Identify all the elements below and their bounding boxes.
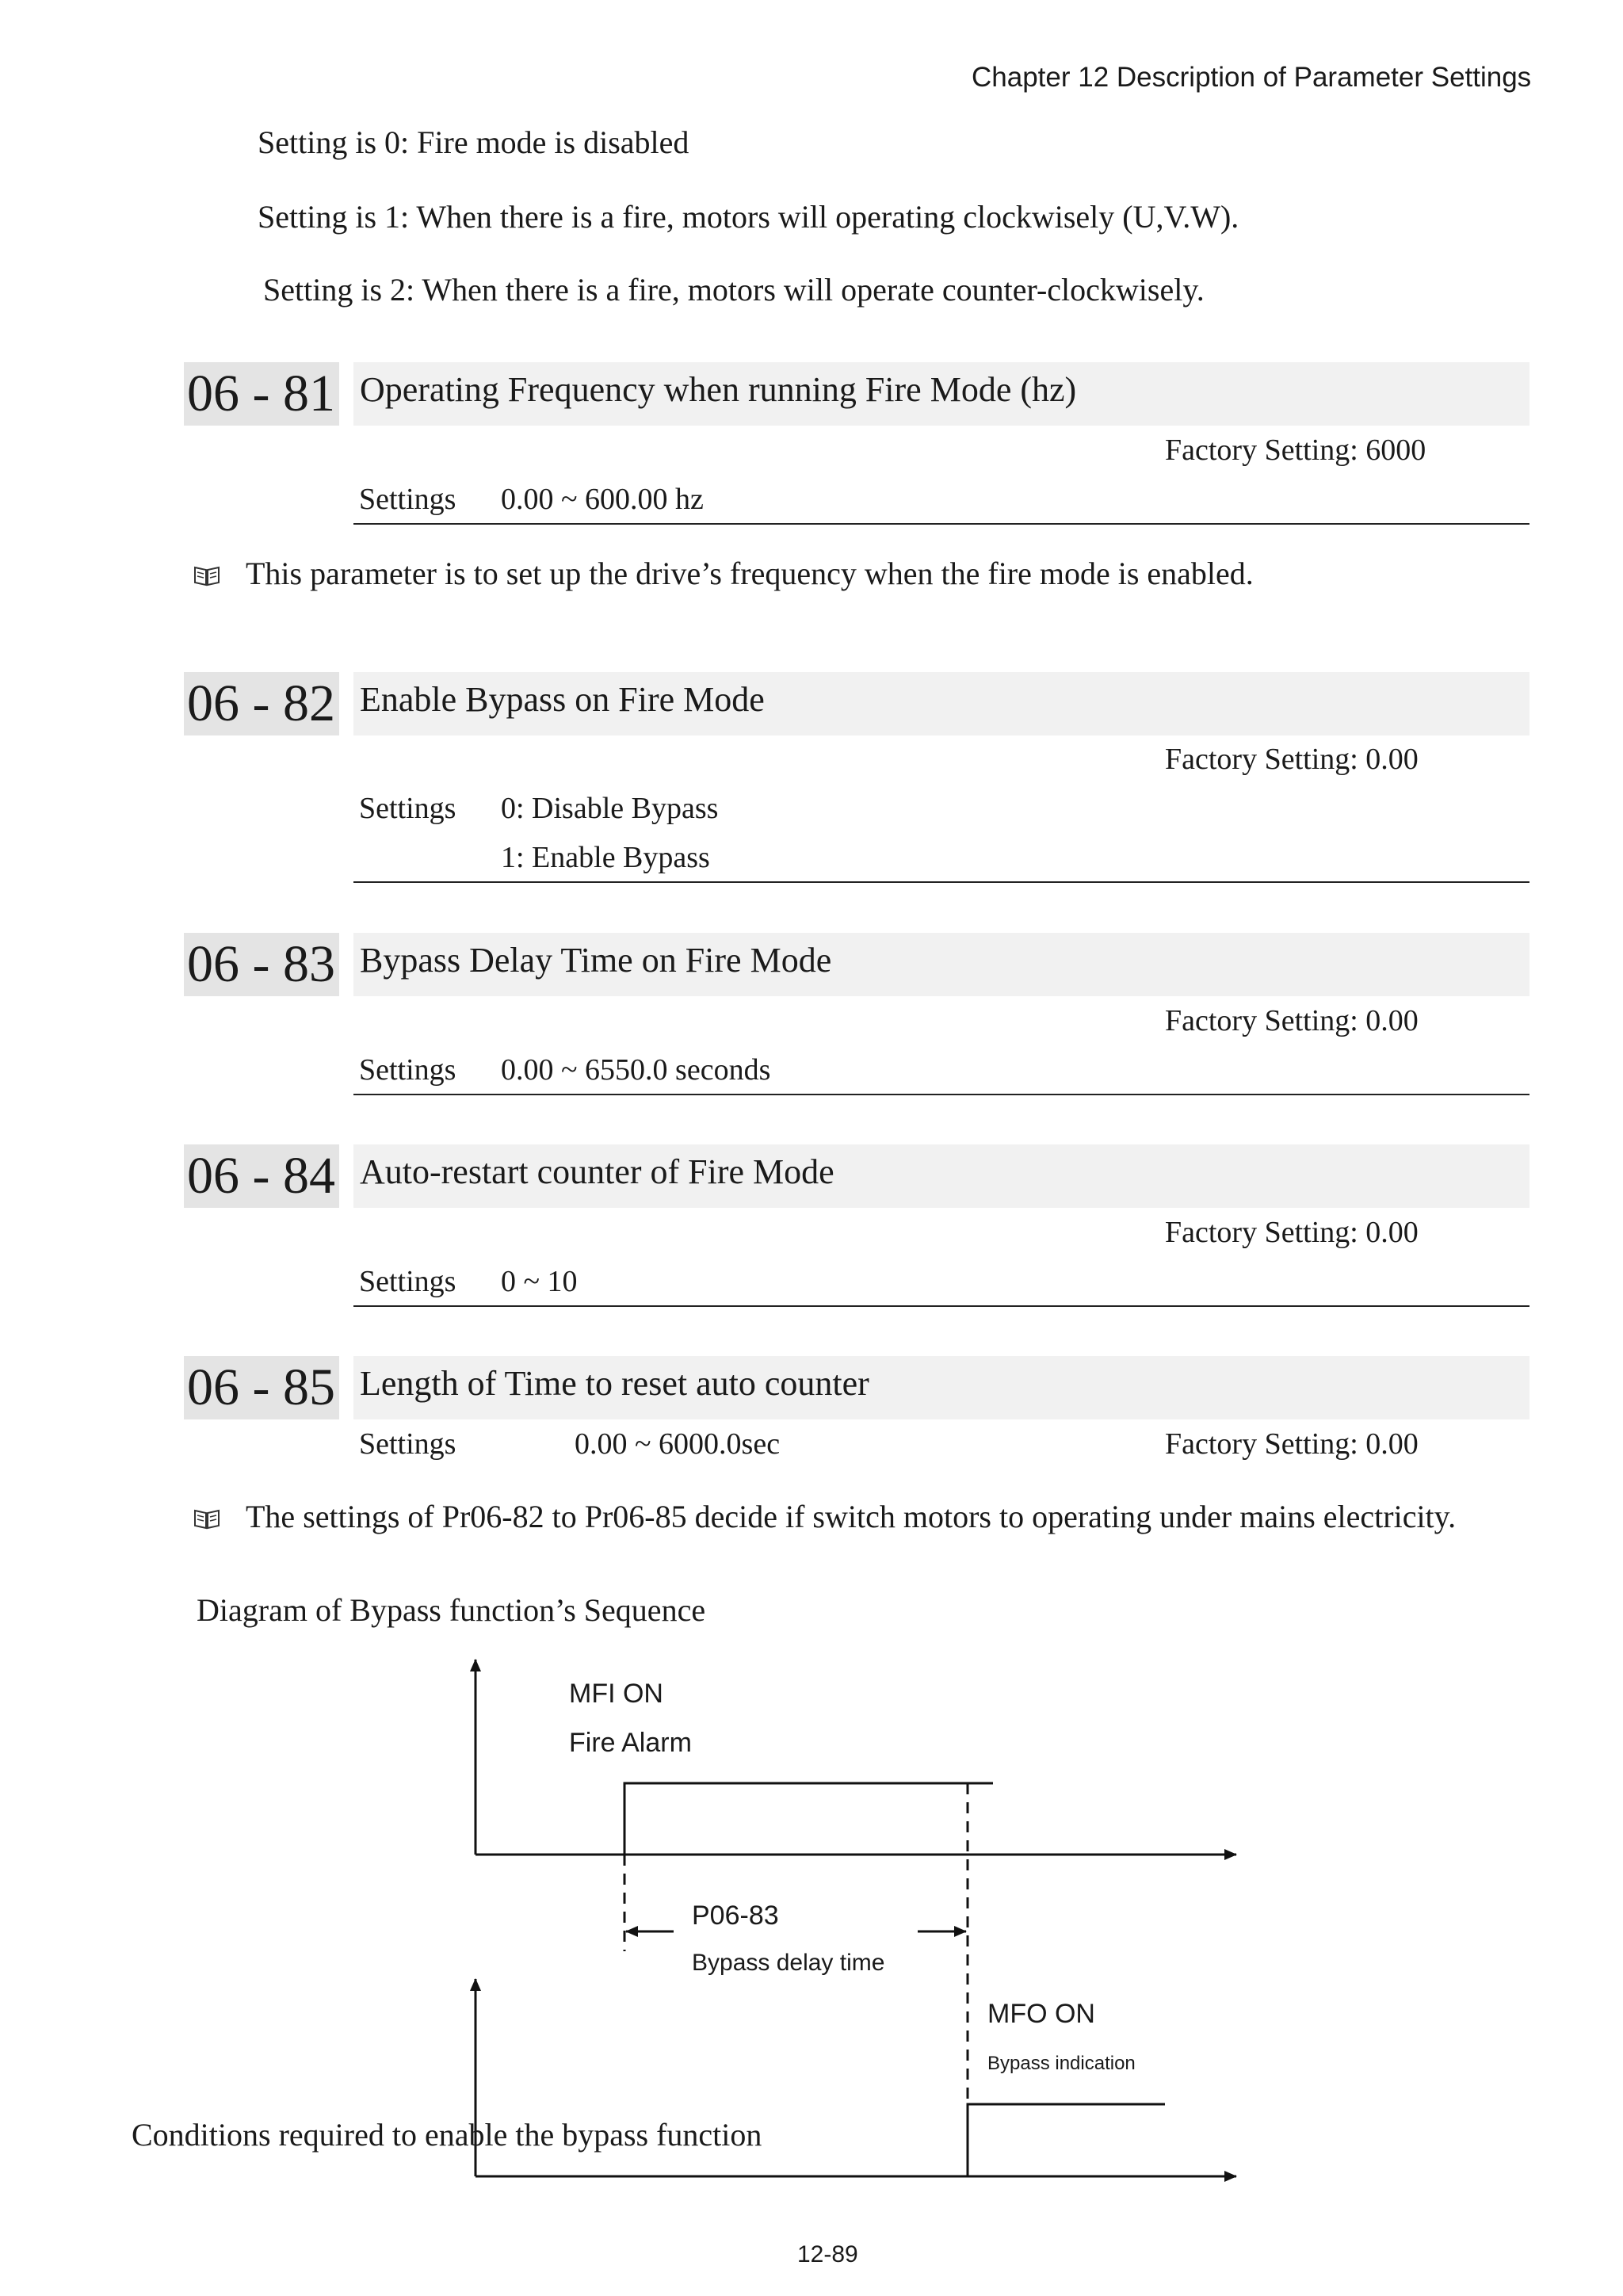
settings-value-0684: 0 ~ 10 — [501, 1265, 578, 1298]
conditions-heading: Conditions required to enable the bypass function — [132, 2117, 762, 2153]
settings-value-0683: 0.00 ~ 6550.0 seconds — [501, 1053, 771, 1087]
label-mfi-on: MFI ON — [569, 1679, 663, 1709]
factory-setting-0683: Factory Setting: 0.00 — [1165, 1004, 1419, 1037]
chapter-header: Chapter 12 Description of Parameter Settings — [972, 62, 1532, 93]
note-0681: This parameter is to set up the drive’s frequency when the fire mode is enabled. — [246, 556, 1254, 591]
label-fire-alarm: Fire Alarm — [569, 1728, 692, 1758]
label-p0683: P06-83 — [692, 1901, 779, 1931]
param-title-0682: Enable Bypass on Fire Mode — [360, 680, 765, 719]
param-title-0683: Bypass Delay Time on Fire Mode — [360, 941, 832, 980]
settings-label-0684: Settings — [359, 1265, 456, 1298]
factory-setting-0682: Factory Setting: 0.00 — [1165, 743, 1419, 776]
page-number: 12-89 — [797, 2241, 858, 2267]
mfo-signal — [968, 2104, 1165, 2176]
param-title-bar-0681 — [353, 362, 1529, 426]
settings-label-0685: Settings — [359, 1427, 456, 1461]
intro-setting-1: Setting is 1: When there is a fire, motors will operating clockwisely (U,V.W). — [258, 199, 1239, 235]
settings-value-0682-a: 0: Disable Bypass — [501, 792, 719, 825]
divider-0682 — [353, 881, 1529, 883]
param-title-0685: Length of Time to reset auto counter — [360, 1364, 869, 1403]
book-icon — [193, 564, 220, 588]
param-title-bar-0682 — [353, 672, 1529, 735]
settings-value-0682-b: 1: Enable Bypass — [501, 841, 710, 874]
note-0685: The settings of Pr06-82 to Pr06-85 decide if switch motors to operating under mains electricity. — [246, 1499, 1457, 1534]
settings-label-0681: Settings — [359, 483, 456, 516]
diagram-caption: Diagram of Bypass function’s Sequence — [197, 1592, 706, 1628]
settings-label-0683: Settings — [359, 1053, 456, 1087]
factory-setting-0684: Factory Setting: 0.00 — [1165, 1216, 1419, 1249]
param-number-0685: 06 - 85 — [184, 1356, 339, 1419]
factory-setting-0685: Factory Setting: 0.00 — [1165, 1427, 1419, 1461]
divider-0681 — [353, 523, 1529, 525]
book-icon — [193, 1507, 220, 1531]
param-number-0683: 06 - 83 — [184, 933, 339, 996]
label-bypass-indication: Bypass indication — [987, 2053, 1136, 2074]
param-title-bar-0685 — [353, 1356, 1529, 1419]
intro-setting-2: Setting is 2: When there is a fire, motors will operate counter-clockwisely. — [263, 272, 1205, 308]
param-title-0681: Operating Frequency when running Fire Mode (hz) — [360, 370, 1077, 409]
param-number-0684: 06 - 84 — [184, 1144, 339, 1208]
label-mfo-on: MFO ON — [987, 1999, 1095, 2029]
param-number-0682: 06 - 82 — [184, 672, 339, 735]
param-title-bar-0684 — [353, 1144, 1529, 1208]
divider-0683 — [353, 1094, 1529, 1095]
param-number-0681: 06 - 81 — [184, 362, 339, 426]
label-bypass-delay: Bypass delay time — [692, 1950, 885, 1976]
settings-label-0682: Settings — [359, 792, 456, 825]
settings-value-0681: 0.00 ~ 600.00 hz — [501, 483, 704, 516]
divider-0684 — [353, 1305, 1529, 1307]
factory-setting-0681: Factory Setting: 6000 — [1165, 434, 1426, 467]
intro-setting-0: Setting is 0: Fire mode is disabled — [258, 124, 689, 160]
fire-alarm-signal — [624, 1783, 993, 1855]
param-title-0684: Auto-restart counter of Fire Mode — [360, 1152, 834, 1191]
param-title-bar-0683 — [353, 933, 1529, 996]
settings-value-0685: 0.00 ~ 6000.0sec — [575, 1427, 781, 1461]
